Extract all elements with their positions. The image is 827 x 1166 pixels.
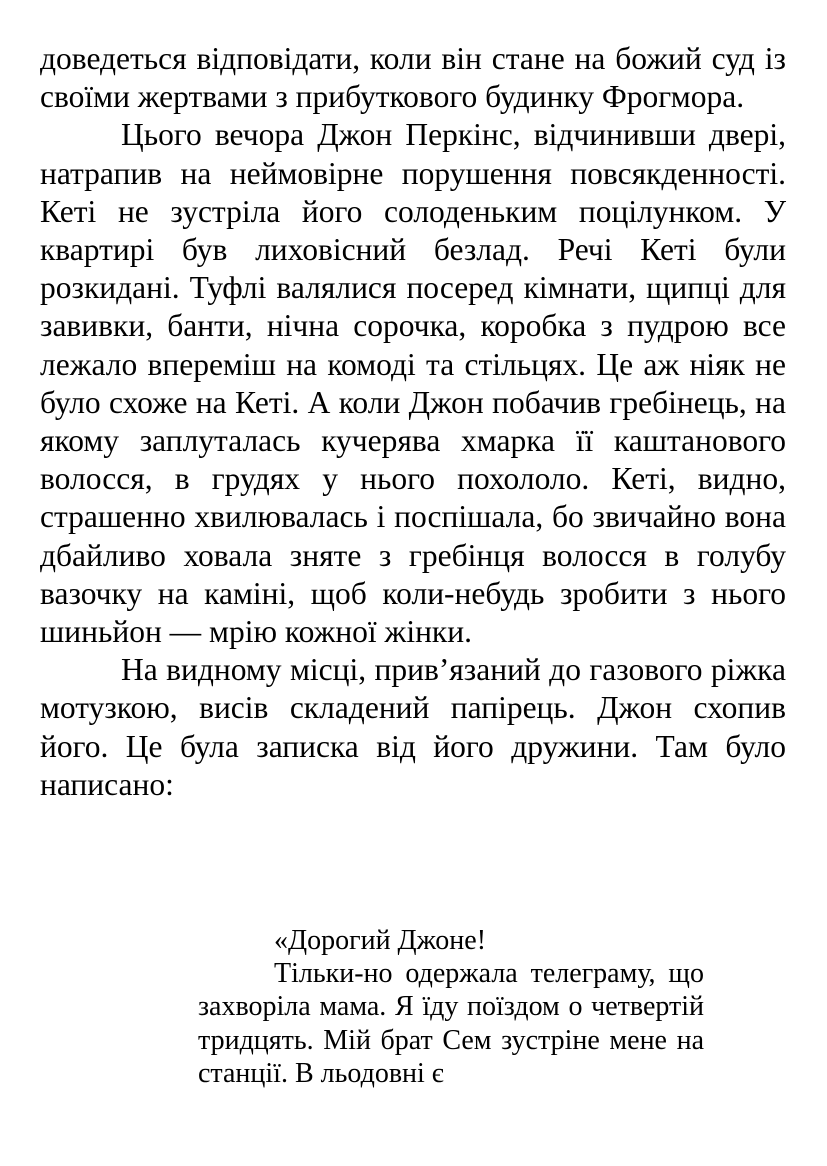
main-text [40,40,786,804]
paragraph-note-found: На видному місці, прив’язаний до газового ріжка мотузкою, висів складений папірець. Джон схопив його. Це була записка від його дружини. Там було написано: [40,652,786,802]
paragraph-john-arrives: Цього вечора Джон Перкінс, відчинивши двері, натрапив на неймовірне порушення повсякденності. Кеті не зустріла його солоденьким поцілунком. У квартирі був лиховісний безлад. Речі Кеті були розкидані. Туфлі валялися посеред кімнати, щипці для завивки, банти, нічна сорочка, коробка з пудрою все лежало впереміш на комоді та стільцях. Це аж ніяк не було схоже на Кеті. А коли Джон побачив гребінець, на якому заплуталась кучерява хмарка її каштанового волосся, в грудях у нього похололо. Кеті, видно, страшенно хвилювалась і поспішала, бо звичайно вона дбайливо ховала зняте з гребінця волосся в голубу вазочку на каміні, щоб коли-небудь зробити з нього шиньйон — мрію кожної жінки. [40,117,786,650]
paragraph-continuation: доведеться відповідати, коли він стане на божий суд із своїми жертвами з прибуткового будинку Фрогмора. [40,41,786,115]
letter-quote [198,924,704,1090]
letter-salutation: «Дорогий Джоне! [274,925,487,956]
letter-body: Тільки-но одержала телеграму, що захворіла мама. Я їду поїздом о четвертій тридцять. Мій брат Сем зустріне мене на станції. В льодовні є [198,958,704,1089]
